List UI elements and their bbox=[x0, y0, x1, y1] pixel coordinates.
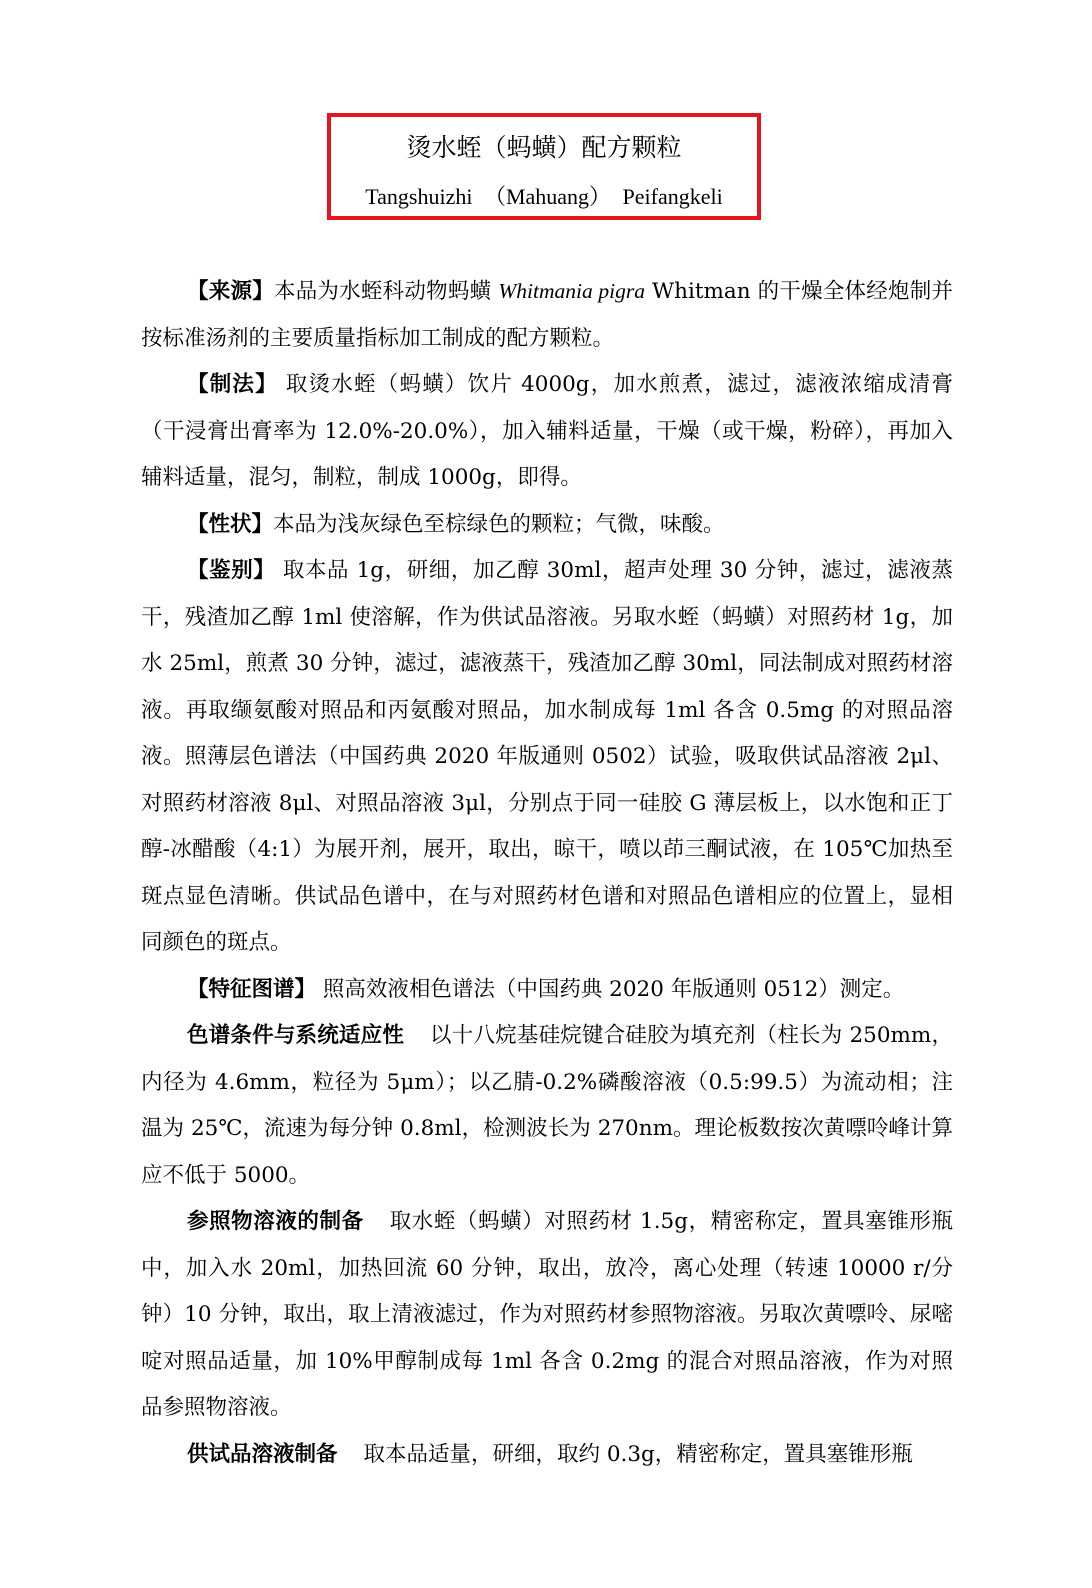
title-pinyin: Tangshuizhi （Mahuang） Peifangkeli bbox=[365, 184, 723, 209]
section-identification-heading: 【鉴别】 bbox=[187, 558, 276, 583]
section-source-text-before: 本品为水蛭科动物蚂蟥 bbox=[273, 279, 499, 304]
section-preparation-text: 取烫水蛭（蚂蟥）饮片 4000g，加水煎煮，滤过，滤液浓缩成清膏（干浸膏出膏率为 12.0%-20.0%），加入辅料适量，干燥（或干燥，粉碎），再加入辅料适量，混匀，制粒，制成 1000g，即得。 bbox=[141, 372, 953, 490]
section-reference-solution-text: 取水蛭（蚂蟥）对照药材 1.5g，精密称定，置具塞锥形瓶中，加入水 20ml，加热回流 60 分钟，取出，放冷，离心处理（转速 10000 r/分钟）10 分钟，取出，取上清液滤过，作为对照药材参照物溶液。另取次黄嘌呤、尿嘧啶对照品适量，加 10%甲醇制成每 1ml 各含 0.2mg 的混合对照品溶液，作为对照品参照物溶液。 bbox=[141, 1209, 953, 1420]
section-reference-solution bbox=[141, 1199, 953, 1432]
section-fingerprint bbox=[141, 967, 953, 1014]
title-box bbox=[327, 113, 761, 220]
section-source-heading: 【来源】 bbox=[187, 279, 274, 304]
section-chromatographic-text: 以十八烷基硅烷键合硅胶为填充剂（柱长为 250mm，内径为 4.6mm，粒径为 5μm）；以乙腈-0.2%磷酸溶液（0.5:99.5）为流动相；注温为 25℃，流速为每分钟 0.8ml，检测波长为 270nm。理论板数按次黄嘌呤峰计算应不低于 5000。 bbox=[141, 1023, 953, 1188]
section-source-latin-name: Whitmania pigra bbox=[498, 279, 645, 303]
section-test-solution bbox=[141, 1432, 953, 1479]
section-source-text-after: Whitman 的干燥全体经炮制并按标准汤剂的主要质量指标加工制成的配方颗粒。 bbox=[141, 279, 953, 351]
section-identification bbox=[141, 548, 953, 967]
section-identification-text: 取本品 1g，研细，加乙醇 30ml，超声处理 30 分钟，滤过，滤液蒸干，残渣加乙醇 1ml 使溶解，作为供试品溶液。另取水蛭（蚂蟥）对照药材 1g，加水 25ml，煎煮 30 分钟，滤过，滤液蒸干，残渣加乙醇 30ml，同法制成对照药材溶液。再取缬氨酸对照品和丙氨酸对照品，加水制成每 1ml 各含 0.5mg 的对照品溶液。照薄层色谱法（中国药典 2020 年版通则 0502）试验，吸取供试品溶液 2μl、对照药材溶液 8μl、对照品溶液 3μl，分别点于同一硅胶 G 薄层板上，以水饱和正丁醇-冰醋酸（4:1）为展开剂，展开，取出，晾干，喷以茚三酮试液，在 105℃加热至斑点显色清晰。供试品色谱中，在与对照药材色谱和对照品色谱相应的位置上，显相同颜色的斑点。 bbox=[141, 558, 953, 955]
section-character bbox=[141, 502, 953, 549]
section-character-heading: 【性状】 bbox=[187, 511, 274, 537]
document-body bbox=[141, 268, 953, 1478]
section-character-text: 本品为浅灰绿色至棕绿色的颗粒；气微，味酸。 bbox=[273, 511, 725, 537]
section-reference-solution-heading: 参照物溶液的制备 bbox=[187, 1209, 364, 1234]
section-fingerprint-text: 照高效液相色谱法（中国药典 2020 年版通则 0512）测定。 bbox=[316, 976, 905, 1002]
section-preparation-heading: 【制法】 bbox=[187, 372, 278, 397]
section-test-solution-text: 取本品适量，研细，取约 0.3g，精密称定，置具塞锥形瓶 bbox=[363, 1441, 913, 1467]
title-chinese: 烫水蛭（蚂蟥）配方颗粒 bbox=[406, 133, 682, 162]
section-source bbox=[141, 268, 953, 362]
section-test-solution-heading: 供试品溶液制备 bbox=[187, 1441, 338, 1467]
section-chromatographic-heading: 色谱条件与系统适应性 bbox=[187, 1023, 405, 1048]
section-chromatographic bbox=[141, 1013, 953, 1199]
section-fingerprint-heading: 【特征图谱】 bbox=[187, 976, 317, 1002]
section-preparation bbox=[141, 362, 953, 502]
